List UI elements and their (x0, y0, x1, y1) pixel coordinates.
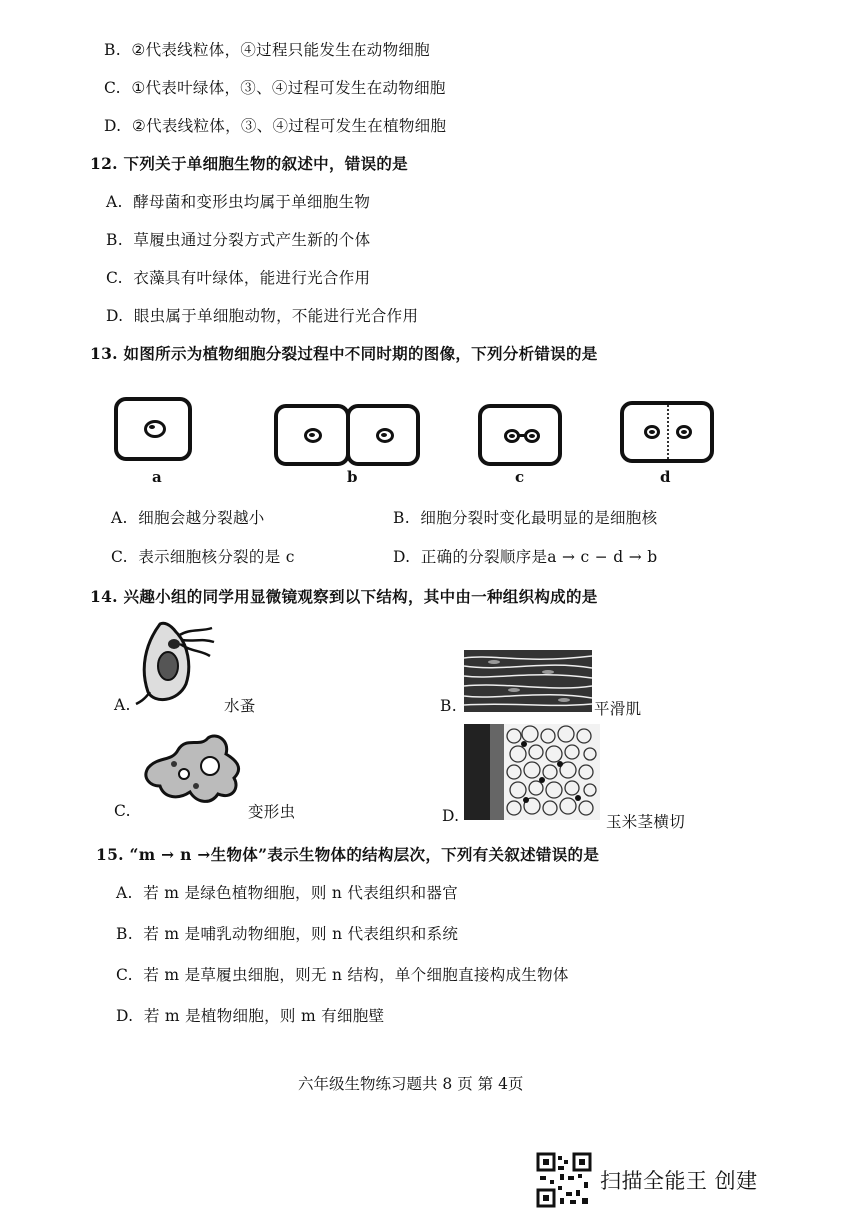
smooth-muscle-image (464, 650, 592, 712)
nucleus-icon (504, 429, 520, 443)
nucleus-icon (144, 420, 166, 438)
q14-option-a-caption: 水蚤 (224, 697, 256, 715)
nucleus-icon (676, 425, 692, 439)
q11-option-d: D. ②代表线粒体，③、④过程可发生在植物细胞 (104, 117, 447, 135)
nucleus-icon (524, 429, 540, 443)
q14-option-a-letter: A. (114, 696, 131, 714)
q11-option-c: C. ①代表叶绿体，③、④过程可发生在动物细胞 (104, 79, 446, 97)
cell-d (620, 401, 714, 463)
q14-option-d-caption: 玉米茎横切 (606, 813, 686, 831)
nucleus-icon (644, 425, 660, 439)
q15-option-c: C. 若 m 是草履虫细胞，则无 n 结构，单个细胞直接构成生物体 (116, 966, 569, 984)
q14-option-c-letter: C. (114, 802, 131, 820)
q14-option-d-letter: D. (442, 807, 460, 825)
q12-option-d: D. 眼虫属于单细胞动物，不能进行光合作用 (106, 307, 419, 325)
q15-option-a: A. 若 m 是绿色植物细胞，则 n 代表组织和器官 (116, 884, 458, 902)
cell-c (478, 404, 562, 466)
q12-option-c: C. 衣藻具有叶绿体，能进行光合作用 (106, 269, 371, 287)
q13-option-b: B. 细胞分裂时变化最明显的是细胞核 (393, 509, 658, 527)
cell-plate-line (667, 405, 669, 459)
q12-option-b: B. 草履虫通过分裂方式产生新的个体 (106, 231, 371, 249)
q14-option-b-caption: 平滑肌 (594, 700, 642, 718)
cell-b-left (274, 404, 350, 466)
water-flea-image (130, 614, 222, 706)
q14-option-b-letter: B. (440, 697, 457, 715)
q13-stem: 13. 如图所示为植物细胞分裂过程中不同时期的图像，下列分析错误的是 (90, 344, 598, 363)
page-footer: 六年级生物练习题共 8 页 第 4页 (298, 1075, 524, 1093)
cell-b-right (346, 404, 420, 466)
q14-option-c-caption: 变形虫 (248, 803, 296, 821)
q12-option-a: A. 酵母菌和变形虫均属于单细胞生物 (106, 193, 371, 211)
q12-stem: 12. 下列关于单细胞生物的叙述中，错误的是 (90, 154, 408, 173)
figure-label-d: d (660, 468, 671, 486)
figure-label-b: b (347, 468, 358, 486)
cell-a (114, 397, 192, 461)
qr-code-icon (536, 1152, 592, 1208)
corn-stem-cross-section-image (464, 724, 600, 820)
q15-option-d: D. 若 m 是植物细胞，则 m 有细胞壁 (116, 1007, 385, 1025)
nucleus-icon (304, 428, 322, 443)
q15-option-b: B. 若 m 是哺乳动物细胞，则 n 代表组织和系统 (116, 925, 459, 943)
scanner-brand-text: 扫描全能王 创建 (600, 1169, 758, 1193)
figure-label-c: c (515, 468, 525, 486)
q14-stem: 14. 兴趣小组的同学用显微镜观察到以下结构，其中由一种组织构成的是 (90, 587, 598, 606)
q13-option-a: A. 细胞会越分裂越小 (111, 509, 265, 527)
q13-option-c: C. 表示细胞核分裂的是 c (111, 548, 295, 566)
amoeba-image (138, 728, 250, 812)
q15-stem: 15. “m → n →生物体”表示生物体的结构层次，下列有关叙述错误的是 (96, 845, 600, 864)
nucleus-icon (376, 428, 394, 443)
figure-label-a: a (152, 468, 162, 486)
q13-option-d: D. 正确的分裂顺序是a → c − d → b (393, 548, 658, 566)
q11-option-b: B. ②代表线粒体，④过程只能发生在动物细胞 (104, 41, 430, 59)
